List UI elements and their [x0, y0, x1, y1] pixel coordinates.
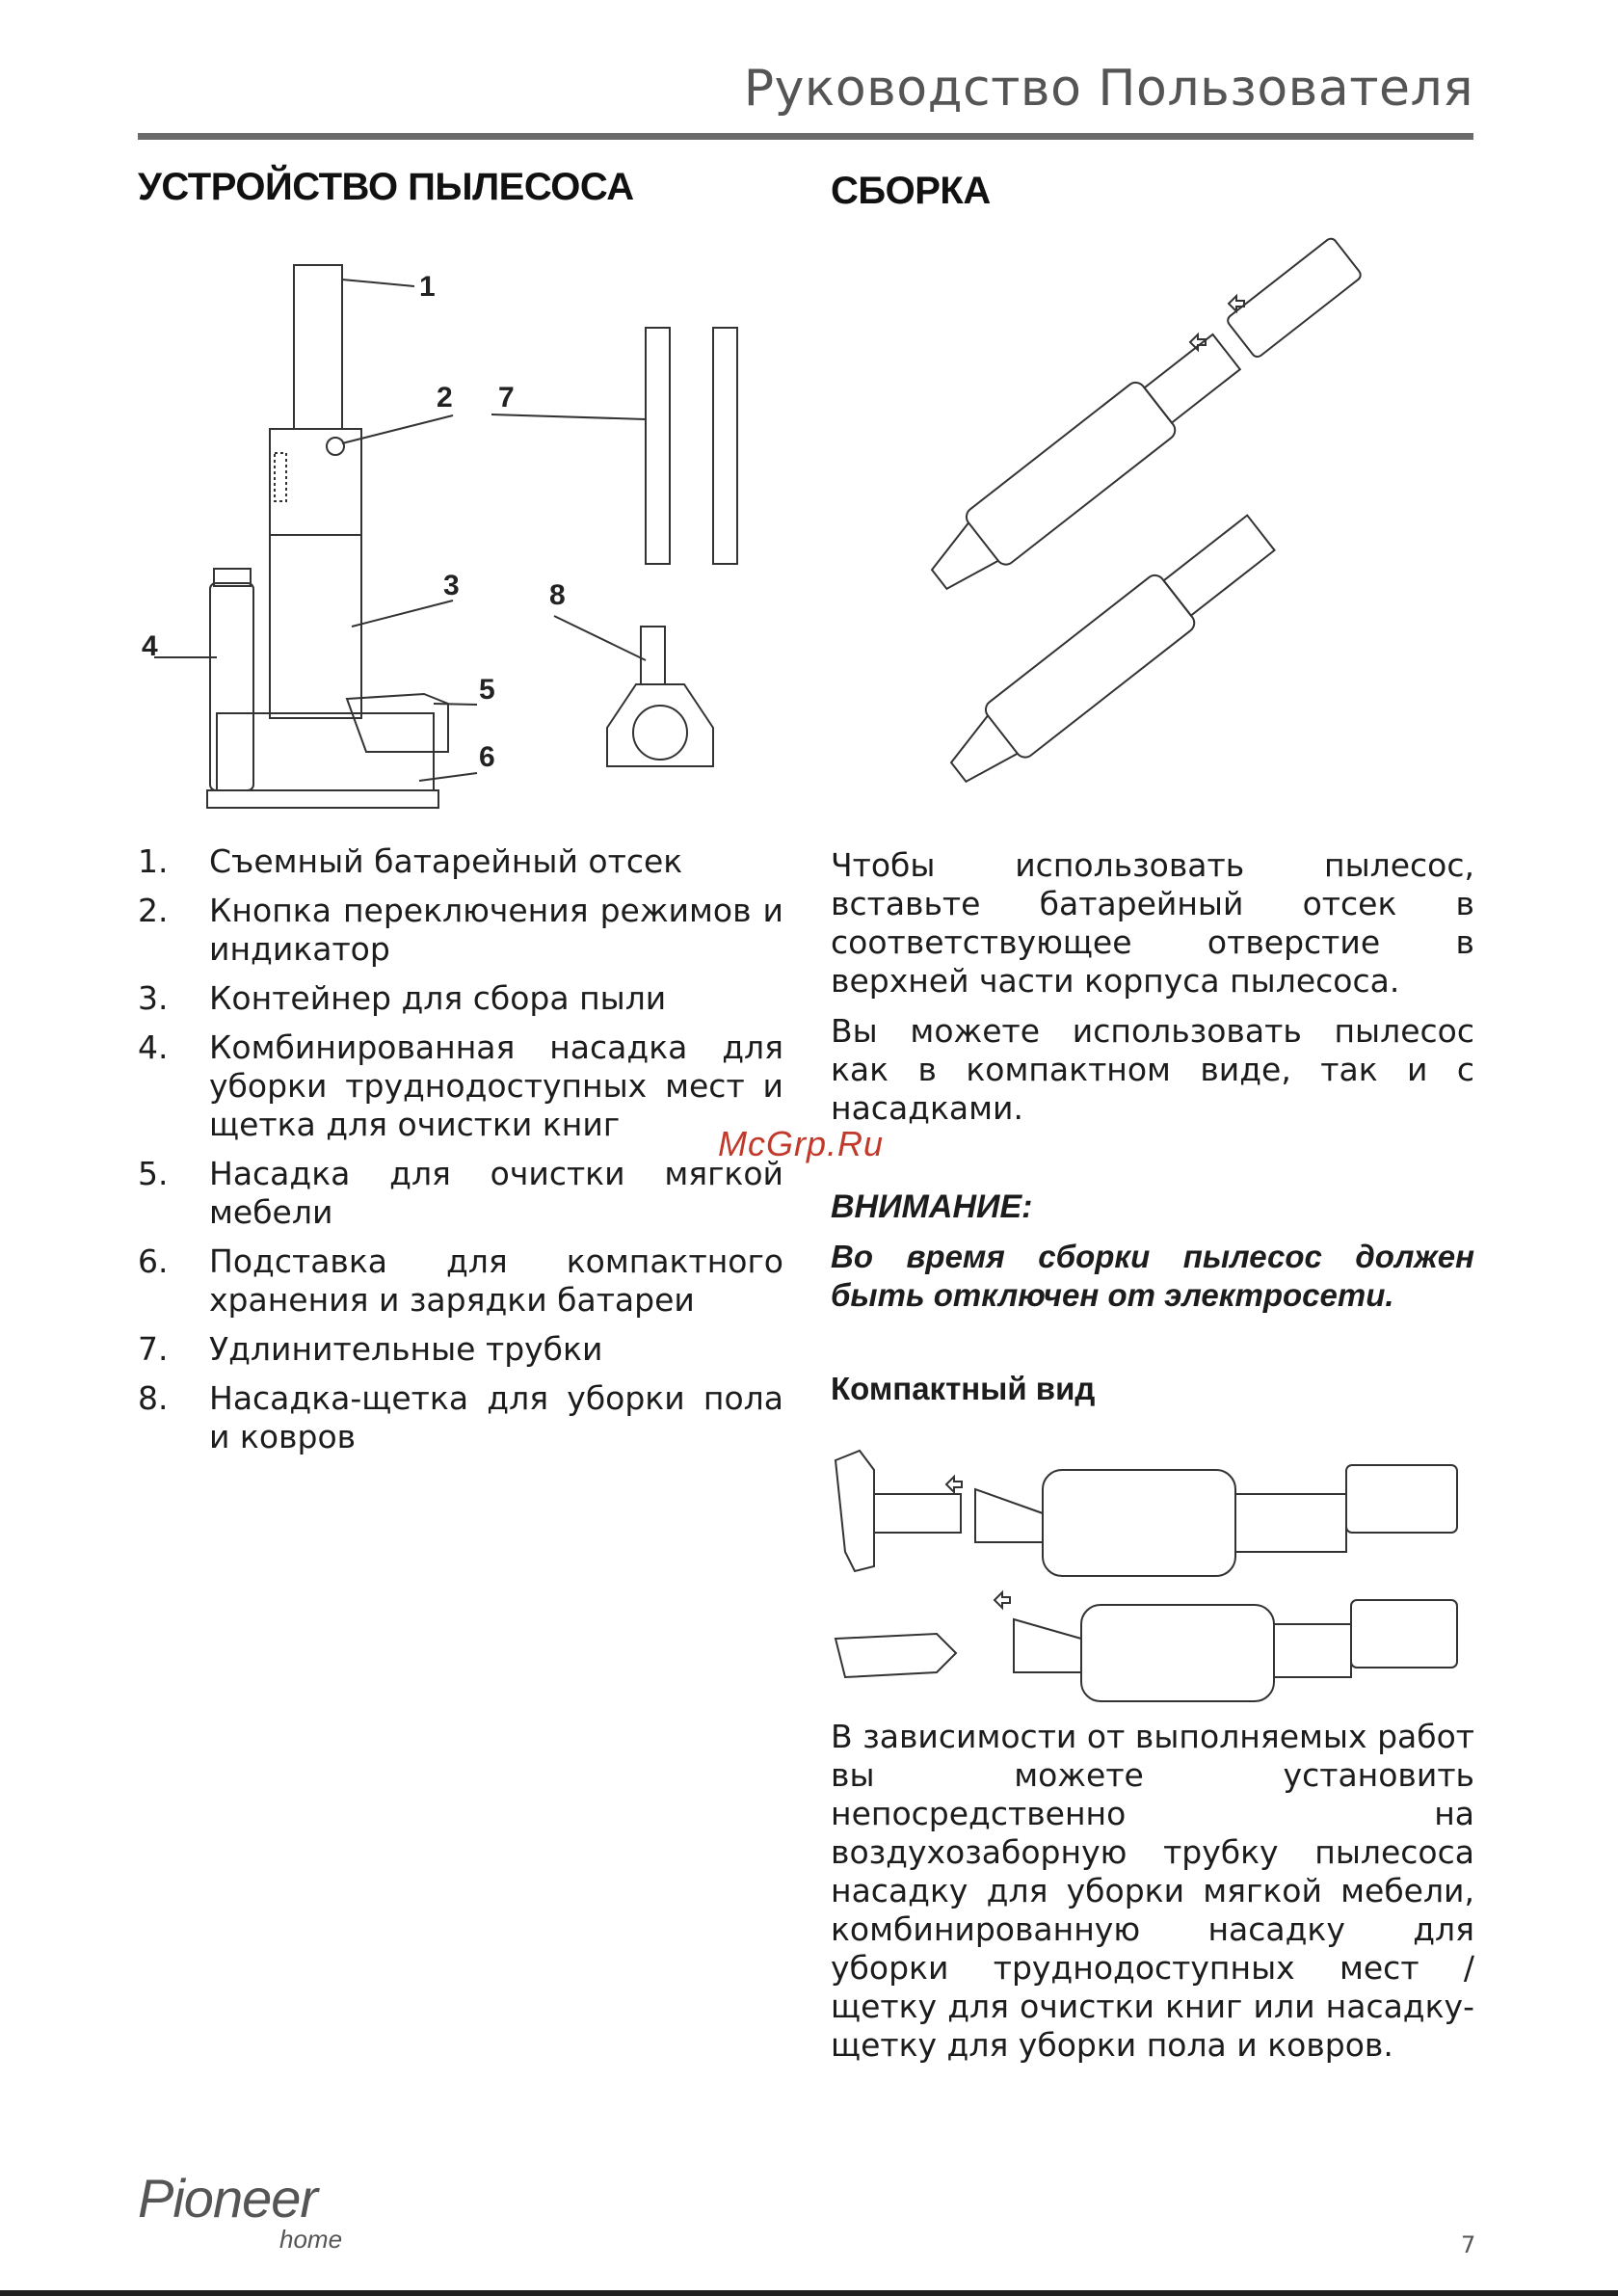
list-item: 8. Насадка-щетка для уборки пола и ковров: [138, 1379, 783, 1455]
brand-logo-sub: home: [279, 2225, 343, 2254]
attachment-tube-shape: [874, 1494, 961, 1533]
callout-4: 4: [142, 630, 158, 662]
compact-view-paragraph: В зависимости от выполняемых работ вы можете установить непосредственно на воздухозаборную трубку пылесоса насадку для уборки мягкой мебели, комбинированную насадку для уборки труднодоступных мест / щетку для очистки книг или насадку-щетку для уборки пола и ковров.: [831, 1718, 1474, 2064]
header-divider: [138, 133, 1473, 140]
leader-6: [419, 773, 477, 781]
callout-6: 6: [479, 741, 495, 773]
callout-7: 7: [498, 382, 515, 414]
callout-8: 8: [549, 579, 566, 611]
compact-battery-1-shape: [1346, 1465, 1457, 1533]
leader-8: [554, 616, 646, 660]
list-item: 2. Кнопка переключения режимов и индикатор: [138, 892, 783, 968]
battery-pack-shape: [1226, 236, 1363, 359]
vacuum-nozzle-2-shape: [942, 715, 1018, 788]
vacuum-top-shape: [270, 429, 361, 535]
vacuum-nozzle-1-shape: [923, 522, 998, 596]
device-parts-diagram: [142, 246, 819, 824]
tube-1-shape: [646, 328, 670, 564]
callout-1: 1: [419, 271, 436, 303]
callout-2: 2: [437, 382, 453, 414]
callout-5: 5: [479, 674, 495, 706]
vent-shape: [275, 453, 286, 501]
list-item: 7. Удлинительные трубки: [138, 1330, 603, 1368]
compact-nozzle-1-shape: [975, 1489, 1043, 1542]
callout-3: 3: [443, 570, 460, 601]
compact-battery-2-shape: [1351, 1600, 1457, 1668]
warning-title: ВНИМАНИЕ:: [831, 1188, 1033, 1225]
page-number: 7: [1461, 2231, 1476, 2258]
arrow-shape-1: [1229, 296, 1244, 311]
assembly-paragraph-2: Вы можете использовать пылесос как в компактном виде, так и с насадками.: [831, 1012, 1474, 1127]
list-item: 1. Съемный батарейный отсек: [138, 842, 683, 880]
list-item: 5. Насадка для очистки мягкой мебели: [138, 1155, 783, 1231]
parts-list: [138, 842, 783, 1467]
vacuum-body-shape: [270, 429, 361, 718]
vacuum-neck-1-shape: [1145, 334, 1240, 423]
compact-view-diagram: [831, 1446, 1474, 1706]
mode-button-shape: [327, 438, 344, 455]
vacuum-body-2-shape: [982, 572, 1198, 761]
list-item: 4. Комбинированная насадка для уборки труднодоступных мест и щетка для очистки книг: [138, 1028, 783, 1143]
compact-view-heading: Компактный вид: [831, 1371, 1096, 1406]
arrow-shape-3: [946, 1477, 962, 1492]
compact-neck-2-shape: [1274, 1624, 1351, 1677]
section-heading-assembly: СБОРКА: [831, 170, 991, 212]
compact-neck-1-shape: [1235, 1494, 1346, 1552]
page-header-title: Руководство Пользователя: [743, 60, 1473, 118]
compact-nozzle-2-shape: [1014, 1619, 1081, 1672]
brand-logo: Pioneer: [138, 2168, 318, 2229]
crevice-attachment-shape: [836, 1634, 956, 1677]
page-bottom-bar: [0, 2290, 1618, 2296]
leader-3: [352, 601, 453, 627]
leader-1: [342, 280, 414, 286]
section-heading-device: УСТРОЙСТВО ПЫЛЕСОСА: [138, 166, 634, 208]
vacuum-neck-2-shape: [1164, 516, 1275, 616]
stand-base-shape: [207, 790, 438, 808]
floor-brush-neck-shape: [641, 627, 665, 684]
assembly-paragraph-1: Чтобы использовать пылесос, вставьте батарейный отсек в соответствующее отверстие в верхней части корпуса пылесоса.: [831, 846, 1474, 1000]
assembly-diagram: [862, 246, 1402, 766]
floor-brush-wheel-shape: [633, 706, 687, 760]
arrow-shape-4: [995, 1592, 1010, 1608]
leader-5: [434, 704, 477, 705]
compact-body-2-shape: [1081, 1605, 1274, 1701]
floor-brush-shape: [607, 684, 713, 766]
compact-body-1-shape: [1043, 1470, 1235, 1576]
list-item: 3. Контейнер для сбора пыли: [138, 979, 667, 1017]
warning-text: Во время сборки пылесос должен быть отключен от электросети.: [831, 1239, 1474, 1313]
tube-2-shape: [713, 328, 737, 564]
leader-7: [491, 414, 646, 419]
list-item: 6. Подставка для компактного хранения и зарядки батареи: [138, 1242, 783, 1319]
vacuum-body-1-shape: [963, 379, 1179, 569]
watermark: McGrp.Ru: [718, 1124, 885, 1163]
battery-shape: [294, 265, 342, 429]
upholstery-attachment-shape: [836, 1451, 874, 1571]
